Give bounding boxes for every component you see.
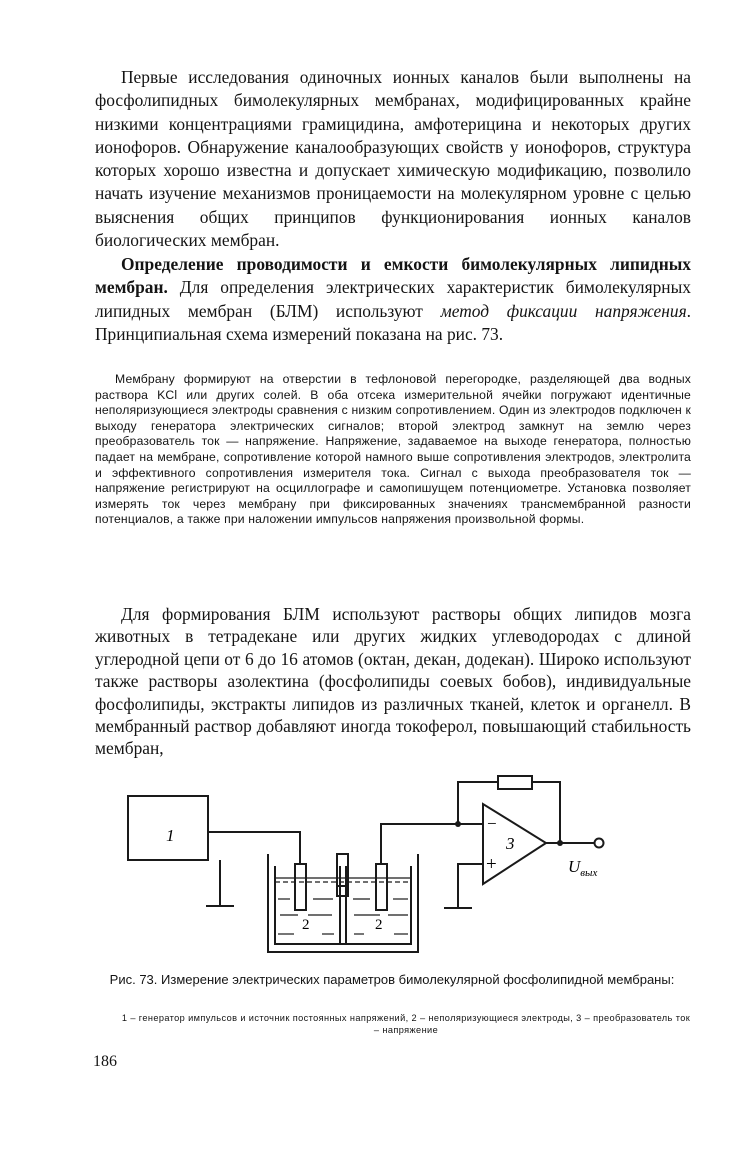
output-label	[568, 857, 598, 879]
electrode-right	[376, 864, 387, 910]
section-heading: Определение проводимости и емкости бимолекулярных липидных мембран.	[95, 254, 691, 298]
opamp-plus-sign: +	[486, 854, 497, 875]
feedback-resistor	[498, 776, 532, 789]
label-electrode-right: 2	[375, 917, 383, 933]
electrode-left	[295, 864, 306, 910]
junction-dot-output	[557, 840, 563, 846]
circuit-diagram	[118, 774, 638, 958]
figure-caption: Рис. 73. Измерение электрических параметров бимолекулярной фосфолипидной мембраны:	[109, 972, 675, 987]
output-label-sub: вых	[580, 867, 598, 879]
method-text-after: . Принципиальная схема измерений показана на рис. 73.	[95, 300, 692, 344]
cell-outer-wall	[268, 854, 418, 952]
method-text-before: Для определения электрических характеристик бимолекулярных липидных мембран (БЛМ) используют	[95, 277, 691, 321]
feedback-wire-right	[532, 782, 560, 843]
paragraph-intro: Первые исследования одиночных ионных каналов были выполнены на фосфолипидных бимолекулярных мембранах, модифицированных крайне низкими концентрациями грамицидина, амфотерицина и некоторых других ионофоров. Обнаружение каналообразующих свойств у ионофоров, структура которых хорошо известна и допускает химическую модификацию, позволило начать изучение механизмов проницаемости на молекулярном уровне с целью выяснения общих принципов функционирования ионных каналов биологических мембран.	[95, 67, 691, 251]
label-converter: 3	[506, 834, 515, 853]
junction-dot-input	[455, 821, 461, 827]
electrode-to-opamp-wire	[381, 824, 468, 864]
small-print-description: Мембрану формируют на отверстии в тефлоновой перегородке, разделяющей два водных раствора KCl или других солей. В оба отсека измерительной ячейки погружают идентичные неполяризующиеся электроды сравнения с низким сопротивлением. Один из электродов подключен к выходу генератора электрических сигналов; второй электрод замкнут на землю через преобразователь ток — напряжение. Напряжение, задаваемое на выходе генератора, полностью падает на мембране, сопротивление которой намного выше сопротивления электродов, электролита и эффективного сопротивления измерителя тока. Сигнал с выхода преобразователя ток — напряжение регистрируют на осциллографе и самопишущем потенциометре. Установка позволяет измерять ток через мембрану при фиксированных значениях трансмембранной разности потенциалов, а также при наложении импульсов напряжения произвольной формы.	[95, 372, 691, 527]
output-label-main: U	[568, 857, 581, 876]
label-generator: 1	[166, 826, 175, 845]
generator-to-electrode-wire	[208, 832, 300, 864]
output-terminal	[595, 839, 604, 848]
opamp-plus-wire	[458, 864, 483, 908]
page-number: 186	[93, 1053, 117, 1070]
opamp-minus-sign: −	[487, 814, 497, 833]
paragraph-method	[95, 253, 691, 346]
paragraph-blm-formation: Для формирования БЛМ используют растворы общих липидов мозга животных в тетрадекане или других жидких углеводородах с длиной углеродной цепи от 6 до 16 атомов (октан, декан, додекан). Широко используют также растворы азолектина (фосфолипиды соевых бобов), индивидуальные фосфолипиды, экстракты липидов из различных тканей, клеток и органелл. В мембранный раствор добавляют иногда токоферол, повышающий стабильность мембран,	[95, 604, 691, 759]
label-electrode-left: 2	[302, 917, 310, 933]
method-italic-term: метод фиксации напряжения	[440, 300, 687, 321]
figure-legend: 1 – генератор импульсов и источник постоянных напряжений, 2 – неполяризующиеся электроды, 3 – преобразователь ток – напряжение	[121, 1013, 691, 1035]
